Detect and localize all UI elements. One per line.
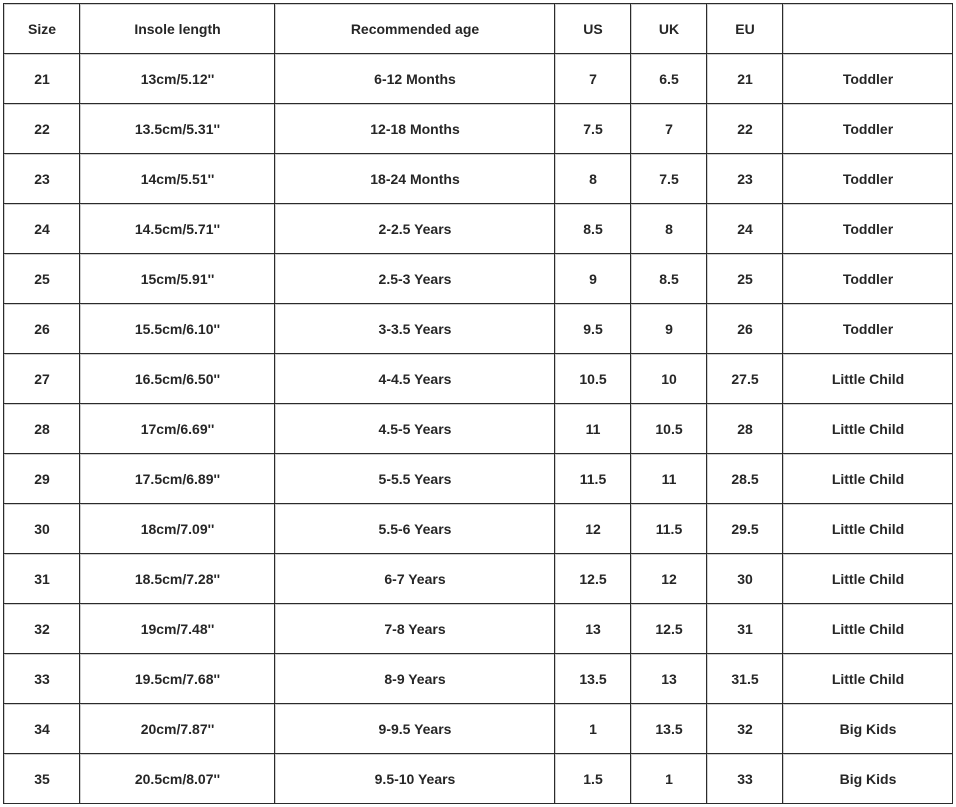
header-category <box>783 4 952 53</box>
header-us: US <box>555 4 630 53</box>
table-row <box>4 204 952 253</box>
cell-recommended-age: 3-3.5 Years <box>275 304 554 353</box>
cell-insole-length: 17cm/6.69'' <box>80 404 274 453</box>
cell-insole-length: 19.5cm/7.68'' <box>80 654 274 703</box>
cell-us: 8.5 <box>555 204 630 253</box>
cell-uk: 11 <box>631 454 706 503</box>
cell-eu: 32 <box>707 704 782 753</box>
cell-category: Little Child <box>783 554 952 603</box>
cell-category: Big Kids <box>783 754 952 803</box>
cell-eu: 26 <box>707 304 782 353</box>
cell-us: 9 <box>555 254 630 303</box>
table-row <box>4 504 952 553</box>
cell-recommended-age: 5.5-6 Years <box>275 504 554 553</box>
table-row <box>4 104 952 153</box>
size-chart-body <box>4 4 952 803</box>
cell-insole-length: 14.5cm/5.71'' <box>80 204 274 253</box>
cell-uk: 12 <box>631 554 706 603</box>
cell-eu: 27.5 <box>707 354 782 403</box>
cell-uk: 7.5 <box>631 154 706 203</box>
cell-uk: 7 <box>631 104 706 153</box>
cell-size: 34 <box>4 704 79 753</box>
cell-size: 33 <box>4 654 79 703</box>
header-eu: EU <box>707 4 782 53</box>
table-row <box>4 604 952 653</box>
table-row <box>4 254 952 303</box>
cell-eu: 28 <box>707 404 782 453</box>
cell-uk: 6.5 <box>631 54 706 103</box>
cell-size: 28 <box>4 404 79 453</box>
cell-eu: 22 <box>707 104 782 153</box>
cell-category: Little Child <box>783 454 952 503</box>
header-size: Size <box>4 4 79 53</box>
cell-us: 11.5 <box>555 454 630 503</box>
cell-category: Little Child <box>783 404 952 453</box>
cell-category: Little Child <box>783 354 952 403</box>
cell-insole-length: 18.5cm/7.28'' <box>80 554 274 603</box>
cell-eu: 30 <box>707 554 782 603</box>
cell-eu: 25 <box>707 254 782 303</box>
cell-uk: 9 <box>631 304 706 353</box>
cell-category: Little Child <box>783 604 952 653</box>
cell-us: 13 <box>555 604 630 653</box>
cell-uk: 8 <box>631 204 706 253</box>
cell-uk: 1 <box>631 754 706 803</box>
cell-category: Big Kids <box>783 704 952 753</box>
cell-recommended-age: 2-2.5 Years <box>275 204 554 253</box>
cell-category: Toddler <box>783 304 952 353</box>
cell-size: 30 <box>4 504 79 553</box>
header-row <box>4 4 952 53</box>
cell-recommended-age: 8-9 Years <box>275 654 554 703</box>
cell-recommended-age: 6-12 Months <box>275 54 554 103</box>
cell-us: 1.5 <box>555 754 630 803</box>
cell-us: 13.5 <box>555 654 630 703</box>
cell-us: 9.5 <box>555 304 630 353</box>
table-row <box>4 454 952 503</box>
cell-insole-length: 13.5cm/5.31'' <box>80 104 274 153</box>
cell-insole-length: 17.5cm/6.89'' <box>80 454 274 503</box>
cell-insole-length: 16.5cm/6.50'' <box>80 354 274 403</box>
cell-eu: 31.5 <box>707 654 782 703</box>
cell-eu: 24 <box>707 204 782 253</box>
cell-eu: 29.5 <box>707 504 782 553</box>
cell-size: 32 <box>4 604 79 653</box>
cell-size: 25 <box>4 254 79 303</box>
cell-size: 23 <box>4 154 79 203</box>
cell-recommended-age: 2.5-3 Years <box>275 254 554 303</box>
cell-recommended-age: 4-4.5 Years <box>275 354 554 403</box>
table-row <box>4 704 952 753</box>
cell-us: 7.5 <box>555 104 630 153</box>
cell-insole-length: 15.5cm/6.10'' <box>80 304 274 353</box>
header-uk: UK <box>631 4 706 53</box>
cell-us: 12.5 <box>555 554 630 603</box>
cell-uk: 10.5 <box>631 404 706 453</box>
cell-us: 8 <box>555 154 630 203</box>
cell-recommended-age: 4.5-5 Years <box>275 404 554 453</box>
cell-size: 35 <box>4 754 79 803</box>
cell-size: 27 <box>4 354 79 403</box>
cell-uk: 12.5 <box>631 604 706 653</box>
cell-us: 7 <box>555 54 630 103</box>
cell-uk: 8.5 <box>631 254 706 303</box>
cell-category: Toddler <box>783 154 952 203</box>
cell-recommended-age: 7-8 Years <box>275 604 554 653</box>
cell-us: 1 <box>555 704 630 753</box>
cell-category: Toddler <box>783 204 952 253</box>
size-chart-table <box>3 3 953 804</box>
cell-category: Toddler <box>783 104 952 153</box>
table-row <box>4 304 952 353</box>
cell-us: 11 <box>555 404 630 453</box>
cell-recommended-age: 6-7 Years <box>275 554 554 603</box>
cell-size: 31 <box>4 554 79 603</box>
table-row <box>4 404 952 453</box>
cell-recommended-age: 9.5-10 Years <box>275 754 554 803</box>
cell-insole-length: 18cm/7.09'' <box>80 504 274 553</box>
table-row <box>4 654 952 703</box>
cell-category: Toddler <box>783 54 952 103</box>
cell-eu: 33 <box>707 754 782 803</box>
cell-eu: 21 <box>707 54 782 103</box>
header-recommended-age: Recommended age <box>275 4 554 53</box>
table-row <box>4 154 952 203</box>
table-row <box>4 54 952 103</box>
cell-insole-length: 15cm/5.91'' <box>80 254 274 303</box>
cell-insole-length: 13cm/5.12'' <box>80 54 274 103</box>
cell-uk: 13.5 <box>631 704 706 753</box>
cell-us: 10.5 <box>555 354 630 403</box>
cell-eu: 28.5 <box>707 454 782 503</box>
cell-category: Little Child <box>783 504 952 553</box>
cell-insole-length: 20cm/7.87'' <box>80 704 274 753</box>
cell-category: Toddler <box>783 254 952 303</box>
cell-insole-length: 20.5cm/8.07'' <box>80 754 274 803</box>
table-row <box>4 554 952 603</box>
header-insole-length: Insole length <box>80 4 274 53</box>
cell-insole-length: 19cm/7.48'' <box>80 604 274 653</box>
cell-eu: 23 <box>707 154 782 203</box>
cell-size: 22 <box>4 104 79 153</box>
cell-category: Little Child <box>783 654 952 703</box>
table-row <box>4 754 952 803</box>
cell-insole-length: 14cm/5.51'' <box>80 154 274 203</box>
cell-us: 12 <box>555 504 630 553</box>
cell-recommended-age: 18-24 Months <box>275 154 554 203</box>
cell-uk: 10 <box>631 354 706 403</box>
cell-recommended-age: 5-5.5 Years <box>275 454 554 503</box>
cell-recommended-age: 12-18 Months <box>275 104 554 153</box>
cell-size: 21 <box>4 54 79 103</box>
cell-recommended-age: 9-9.5 Years <box>275 704 554 753</box>
cell-size: 29 <box>4 454 79 503</box>
table-row <box>4 354 952 403</box>
cell-uk: 11.5 <box>631 504 706 553</box>
cell-size: 26 <box>4 304 79 353</box>
cell-eu: 31 <box>707 604 782 653</box>
cell-size: 24 <box>4 204 79 253</box>
cell-uk: 13 <box>631 654 706 703</box>
